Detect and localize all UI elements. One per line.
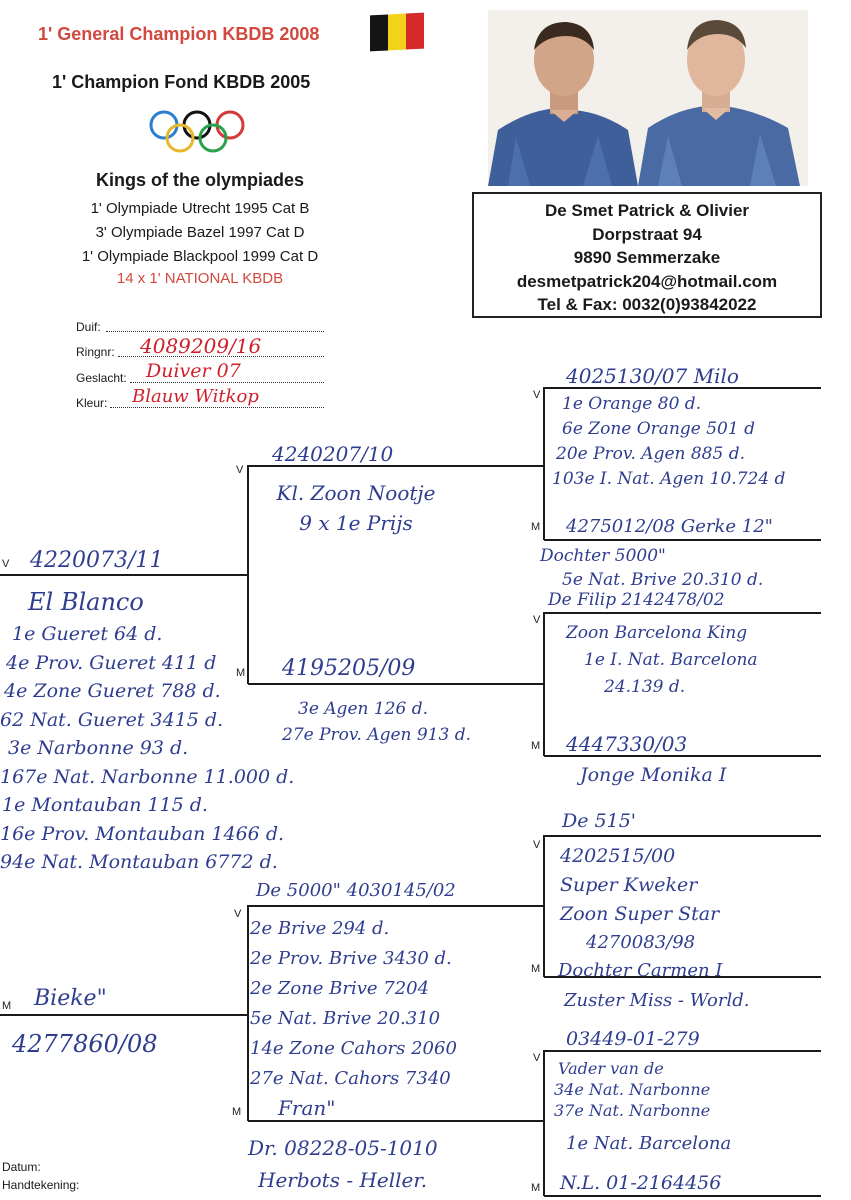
- national-wins: 14 x 1' NATIONAL KBDB: [116, 270, 284, 287]
- owner-name: De Smet Patrick & Olivier: [544, 201, 750, 220]
- mmf-info: [554, 1058, 731, 1154]
- olympiade-line: 1' Olympiade Blackpool 1999 Cat D: [81, 248, 319, 265]
- mff-line: [544, 835, 821, 837]
- info-line: Zoon Super Star: [560, 903, 720, 925]
- mother-mother-info: [248, 1132, 438, 1196]
- mother-bracket: [247, 905, 249, 1121]
- info-line: 27e Nat. Cahors 7340: [250, 1068, 451, 1089]
- ring-black: [184, 112, 210, 138]
- flag-stripe-red: [406, 13, 424, 50]
- info-line: Zuster Miss - World.: [564, 990, 750, 1011]
- ffm-line: [544, 539, 821, 541]
- info-line: 1e I. Nat. Barcelona: [584, 650, 758, 670]
- flag-stripe-black: [370, 14, 388, 51]
- contact-box: [472, 192, 822, 318]
- belgian-flag-icon: [370, 13, 424, 52]
- result-line: 1e Montauban 115 d.: [2, 794, 208, 816]
- olympic-rings-icon: [146, 110, 250, 154]
- mmf-ring: 03449-01-279: [566, 1028, 700, 1050]
- mfm-info: [558, 956, 749, 1016]
- pigeon-ring: 4220073/11: [30, 548, 164, 573]
- fmf-line: [544, 612, 821, 614]
- info-line: 34e Nat. Narbonne: [554, 1080, 711, 1099]
- result-line: 4e Prov. Gueret 411 d: [6, 651, 217, 674]
- m-marker: M: [531, 521, 541, 533]
- info-line: Vader van de: [558, 1059, 664, 1078]
- fmm-info: [580, 764, 726, 786]
- v-marker: V: [533, 1052, 541, 1064]
- m-marker: M: [232, 1106, 242, 1118]
- info-line: 2e Brive 294 d.: [250, 918, 390, 939]
- fff-info: [552, 392, 785, 492]
- m-marker: M: [2, 1000, 12, 1012]
- result-line: 4e Zone Gueret 788 d.: [4, 680, 221, 702]
- phone-fax: Tel & Fax: 0032(0)93842022: [537, 295, 757, 314]
- info-line: 20e Prov. Agen 885 d.: [556, 444, 746, 464]
- info-line: 24.139 d.: [604, 677, 686, 697]
- email-address[interactable]: desmetpatrick204@hotmail.com: [516, 271, 778, 291]
- fmf-ring: De Filip 2142478/02: [548, 590, 725, 610]
- info-line: 2e Prov. Brive 3430 d.: [250, 948, 452, 969]
- v-marker: V: [533, 839, 541, 851]
- pigeon-line: [0, 574, 248, 576]
- fm-bracket: [543, 612, 545, 756]
- ringnr-label: Ringnr:: [76, 345, 115, 359]
- m-marker: M: [531, 963, 541, 975]
- info-line: 4202515/00: [560, 845, 676, 867]
- mother-line: [0, 1014, 248, 1016]
- duif-dotted-line: [106, 330, 324, 332]
- father-father-info: [258, 478, 454, 538]
- olympiade-line: 1' Olympiade Utrecht 1995 Cat B: [90, 200, 310, 217]
- mff-ring: De 515': [562, 810, 637, 832]
- info-line: 9 x 1e Prijs: [299, 511, 413, 535]
- info-line: 3e Agen 126 d.: [298, 699, 428, 719]
- v-marker: V: [533, 614, 541, 626]
- result-line: 1e Gueret 64 d.: [12, 623, 163, 645]
- father-mother-info: [282, 696, 471, 748]
- ring-red: [217, 112, 243, 138]
- mother-father-ring: De 5000" 4030145/02: [256, 880, 456, 901]
- geslacht-label: Geslacht:: [76, 371, 127, 385]
- champion-2008-title: 1' General Champion KBDB 2008: [38, 24, 320, 44]
- info-line: Kl. Zoon Nootje: [276, 481, 436, 505]
- geslacht-value: Duiver 07: [146, 360, 241, 382]
- fmf-info: [566, 620, 758, 701]
- result-line: 16e Prov. Montauban 1466 d.: [0, 822, 285, 845]
- ringnr-value: 4089209/16: [140, 334, 262, 358]
- result-line: 3e Narbonne 93 d.: [8, 737, 189, 759]
- mother-mother-ring: Fran": [278, 1096, 336, 1120]
- result-line: 167e Nat. Narbonne 11.000 d.: [0, 765, 295, 788]
- m-marker: M: [531, 740, 541, 752]
- olympiade-line: 3' Olympiade Bazel 1997 Cat D: [95, 224, 305, 241]
- info-line: 27e Prov. Agen 913 d.: [282, 725, 472, 745]
- mother-father-line: [248, 905, 544, 907]
- mmm-ring: N.L. 01-2164456: [560, 1172, 722, 1194]
- info-line: Dochter Carmen I: [558, 960, 723, 981]
- ffm-info: [540, 544, 763, 592]
- info-line: 6e Zone Orange 501 d: [562, 419, 755, 439]
- info-line: 5e Nat. Brive 20.310: [250, 1008, 441, 1029]
- v-marker: V: [236, 464, 244, 476]
- v-marker: V: [2, 558, 10, 570]
- info-line: 14e Zone Cahors 2060: [250, 1038, 457, 1059]
- info-line: 1e Orange 80 d.: [562, 394, 702, 414]
- mmm-line: [544, 1195, 821, 1197]
- mmf-line: [544, 1050, 821, 1052]
- ff-bracket: [543, 387, 545, 540]
- ffm-ring: 4275012/08 Gerke 12": [566, 516, 773, 537]
- info-line: 2e Zone Brive 7204: [250, 978, 430, 999]
- v-marker: V: [533, 389, 541, 401]
- mother-ring: 4277860/08: [12, 1030, 158, 1058]
- handtekening-label: Handtekening:: [2, 1178, 80, 1192]
- pigeon-results: [0, 620, 295, 877]
- pigeon-name: El Blanco: [28, 588, 144, 616]
- m-marker: M: [236, 667, 246, 679]
- father-father-ring: 4240207/10: [272, 442, 394, 466]
- info-line: Dochter 5000": [540, 546, 666, 566]
- flag-stripe-yellow: [388, 14, 406, 51]
- result-line: 62 Nat. Gueret 3415 d.: [0, 708, 224, 731]
- info-line: Dr. 08228-05-1010: [248, 1136, 438, 1160]
- kleur-value: Blauw Witkop: [132, 386, 259, 407]
- info-line: Zoon Barcelona King: [566, 623, 748, 643]
- result-line: 94e Nat. Montauban 6772 d.: [0, 851, 278, 873]
- v-marker: V: [234, 908, 242, 920]
- kings-title: Kings of the olympiades: [95, 170, 305, 190]
- mm-bracket: [543, 1050, 545, 1196]
- info-line: 103e I. Nat. Agen 10.724 d: [552, 469, 786, 489]
- ring-yellow: [167, 125, 193, 151]
- city-address: 9890 Semmerzake: [573, 248, 721, 267]
- info-line: 37e Nat. Narbonne: [554, 1101, 711, 1120]
- info-line: Jonge Monika I: [580, 764, 727, 786]
- ring-blue: [151, 112, 177, 138]
- ring-green: [200, 125, 226, 151]
- kings-block: [40, 170, 360, 289]
- info-line: Super Kweker: [560, 874, 698, 896]
- info-line: Herbots - Heller.: [258, 1168, 428, 1192]
- mf-bracket: [543, 835, 545, 977]
- fmm-ring: 4447330/03: [566, 732, 688, 756]
- owners-photo: [488, 10, 808, 186]
- mother-name: Bieke": [34, 986, 107, 1011]
- m-marker: M: [531, 1182, 541, 1194]
- duif-label: Duif:: [76, 320, 101, 334]
- mother-mother-line: [248, 1120, 544, 1122]
- fff-ring: 4025130/07 Milo: [566, 364, 739, 388]
- info-line: 5e Nat. Brive 20.310 d.: [562, 570, 764, 590]
- mother-father-info: [250, 914, 457, 1094]
- datum-label: Datum:: [2, 1160, 41, 1174]
- champion-2005-title: 1' Champion Fond KBDB 2005: [52, 72, 311, 92]
- father-mother-ring: 4195205/09: [282, 656, 416, 681]
- mfm-ring: 4270083/98: [586, 932, 696, 953]
- info-line: 1e Nat. Barcelona: [566, 1133, 732, 1154]
- street-address: Dorpstraat 94: [592, 224, 702, 244]
- kleur-label: Kleur:: [76, 396, 108, 410]
- mff-info: [560, 842, 719, 929]
